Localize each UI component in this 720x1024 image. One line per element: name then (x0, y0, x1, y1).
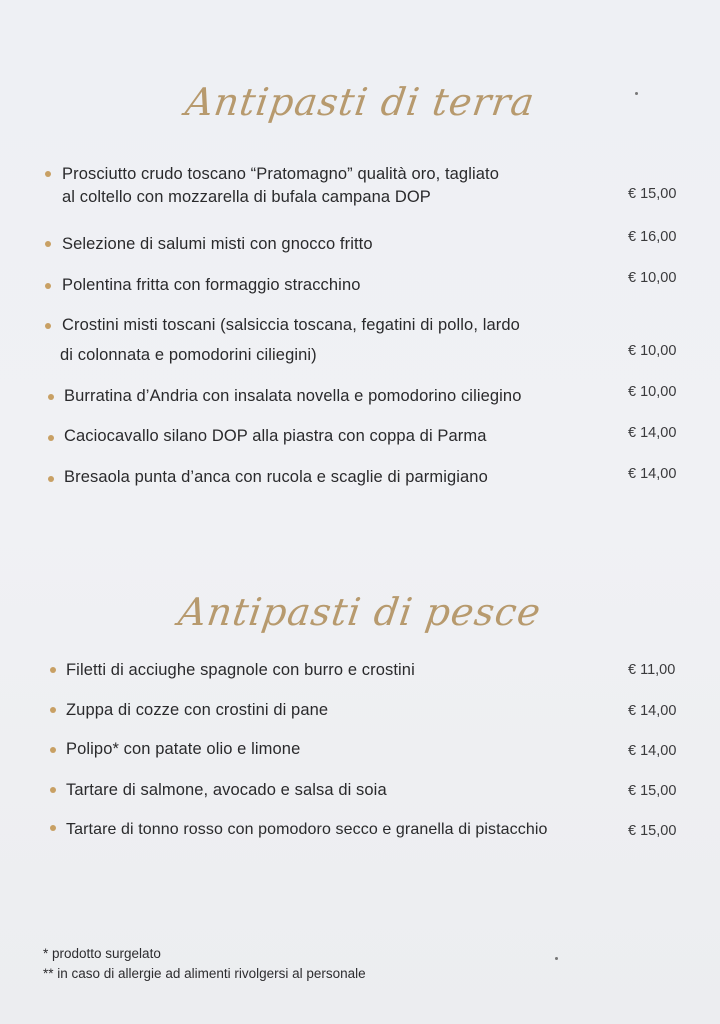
item-description: al coltello con mozzarella di bufala campana DOP (62, 188, 431, 206)
item-description: Tartare di tonno rosso con pomodoro secco e granella di pistacchio (66, 821, 548, 838)
section-title-terra: Antipasti di terra (182, 80, 538, 124)
item-price: € 10,00 (628, 384, 677, 400)
item-price: € 15,00 (628, 186, 677, 202)
bullet-icon (50, 747, 56, 753)
bullet-icon (48, 435, 54, 441)
item-description: di colonnata e pomodorini ciliegini) (60, 346, 317, 364)
item-price: € 10,00 (628, 343, 677, 359)
bullet-icon (50, 787, 56, 793)
bullet-icon (45, 241, 51, 247)
item-description: Crostini misti toscani (salsiccia toscana, fegatini di pollo, lardo (62, 316, 520, 334)
footnote-frozen: * prodotto surgelato (43, 946, 161, 961)
bullet-icon (45, 283, 51, 289)
item-price: € 14,00 (628, 703, 677, 719)
section-title-pesce: Antipasti di pesce (175, 590, 545, 634)
item-price: € 14,00 (628, 425, 677, 441)
item-description: Bresaola punta d’anca con rucola e scaglie di parmigiano (64, 468, 488, 486)
bullet-icon (45, 323, 51, 329)
bullet-icon (50, 667, 56, 673)
item-description: Caciocavallo silano DOP alla piastra con coppa di Parma (64, 427, 487, 445)
bullet-icon (45, 171, 51, 177)
item-price: € 14,00 (628, 743, 677, 759)
item-price: € 14,00 (628, 466, 677, 482)
item-description: Burratina d’Andria con insalata novella e pomodorino ciliegino (64, 387, 522, 405)
item-description: Polentina fritta con formaggio stracchino (62, 276, 361, 294)
bullet-icon (50, 707, 56, 713)
bullet-icon (48, 394, 54, 400)
item-description: Zuppa di cozze con crostini di pane (66, 701, 329, 719)
item-price: € 10,00 (628, 270, 677, 286)
bullet-icon (50, 825, 56, 831)
item-description: Tartare di salmone, avocado e salsa di soia (66, 781, 387, 799)
item-price: € 11,00 (628, 662, 676, 678)
paper-speck (635, 92, 638, 95)
item-price: € 16,00 (628, 229, 677, 245)
item-description: Prosciutto crudo toscano “Pratomagno” qualità oro, tagliato (62, 165, 499, 183)
item-description: Filetti di acciughe spagnole con burro e crostini (66, 661, 415, 679)
item-description: Selezione di salumi misti con gnocco fritto (62, 235, 373, 253)
bullet-icon (48, 476, 54, 482)
item-description: Polipo* con patate olio e limone (66, 740, 301, 758)
item-price: € 15,00 (628, 783, 677, 799)
footnote-allergies: ** in caso di allergie ad alimenti rivolgersi al personale (43, 966, 366, 981)
paper-speck (555, 957, 558, 960)
item-price: € 15,00 (628, 823, 677, 839)
